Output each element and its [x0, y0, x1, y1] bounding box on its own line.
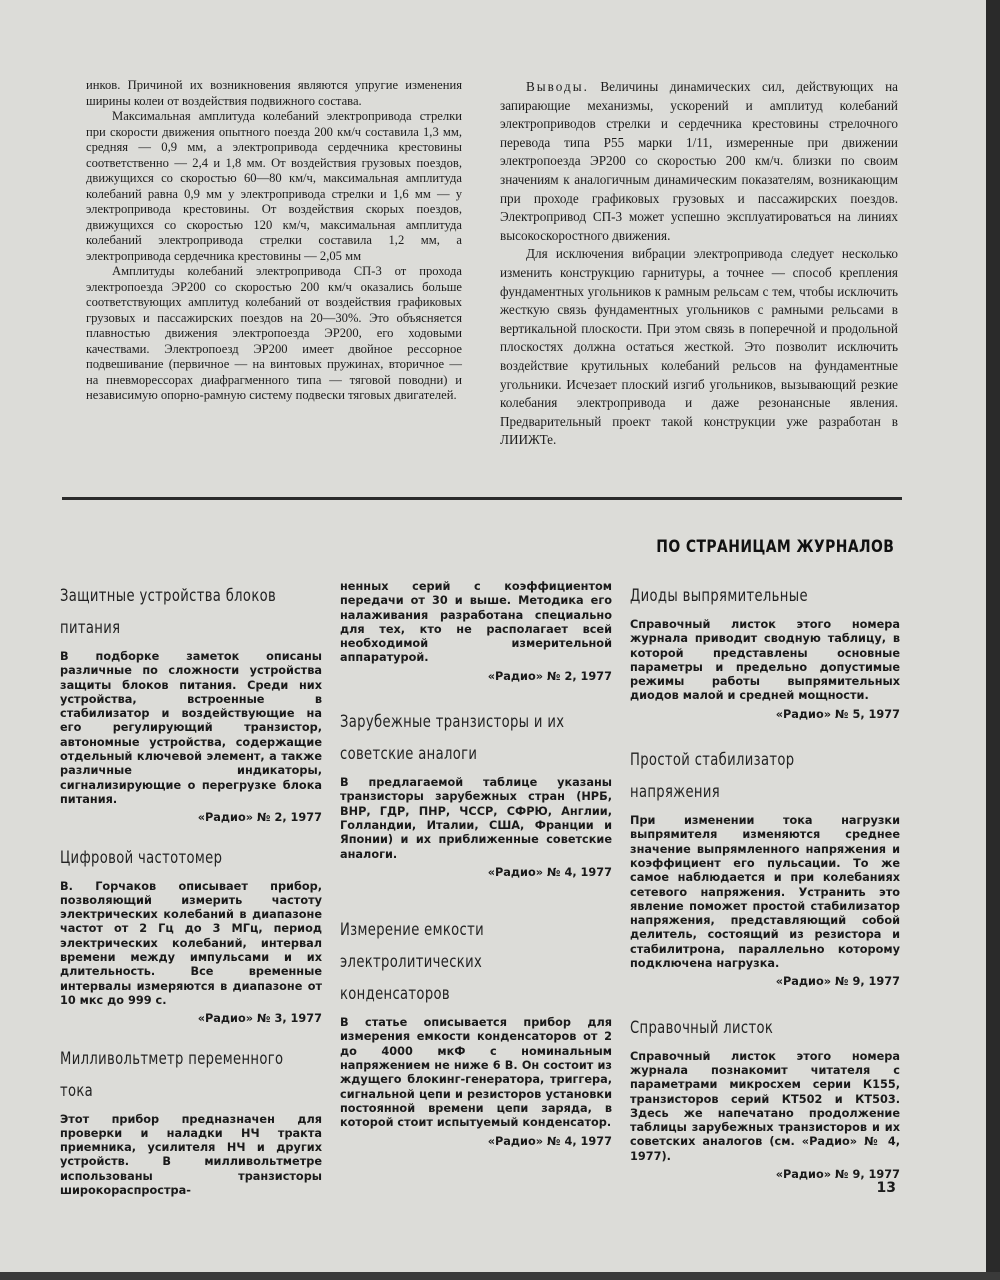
digest-item-title: Измерение емкости электролитических конденсаторов [340, 920, 485, 1005]
digest-item-source: «Радио» № 2, 1977 [197, 811, 322, 825]
digest-item-text: В предлагаемой таблице указаны транзисторы зарубежных стран (НРБ, ВНР, ГДР, ПНР, ЧССР, СФРЮ, Англии, Голландии, Италии, США, Франции и Японии) и их приближенные советские аналоги. [340, 776, 612, 861]
digest-item-text: Этот прибор предназначен для проверки и наладки НЧ тракта приемника, усилителя НЧ и других устройств. В милливольтметре использованы транзисторы широкораспростра- [60, 1112, 322, 1198]
article-conclusions [500, 78, 898, 450]
conclusions-paragraph [500, 78, 898, 245]
digest-item-source: «Радио» № 4, 1977 [487, 865, 612, 879]
digest-item-text: В. Горчаков описывает прибор, позволяющий измерить частоту электрических колебаний в диапазоне частот от 2 Гц до 3 МГц, период электрических колебаний, интервал времени между импульсами и их длительность. Все временные интервалы измеряются в диапазоне от 10 мкс до 999 с. [60, 879, 322, 1007]
digest-item-source: «Радио» № 9, 1977 [775, 1168, 900, 1182]
paragraph: Величины динамических сил, действующих на запирающие механизмы, ускорений и амплитуд колебаний электроприводов стрелки и сердечника крестовины стрелочного перевода типа Р55 марки 1/11, измеренные при движении электропоезда ЭР200 со скоростью 200 км/ч. близки по своим значениям к аналогичным динамическим показателям, возникающим при проходе графиковых грузовых и пассажирских поездов. Электропривод СП-3 может успешно эксплуатироваться на линиях высокоскоростного движения. [500, 79, 899, 243]
digest-item-source: «Радио» № 2, 1977 [487, 669, 612, 683]
digest-item [630, 580, 900, 722]
paragraph: Максимальная амплитуда колебаний электропривода стрелки при скорости движения опытного поезда 200 км/ч составила 1,3 мм, средняя — 0,9 мм, а электропривода сердечника крестовины соответственно — 2,4 и 1,8 мм. От воздействия грузовых поездов, движущихся со скоростью 60—80 км/ч, максимальная амплитуда колебаний равна 0,9 мм у электропривода стрелки и 1,6 мм — у электропривода крестовины. От воздействия скорых поездов, движущихся со скоростью 120 км/ч, максимальная амплитуда колебаний электропривода стрелки составила 1,2 мм, а электропривода сердечника крестовины — 2,05 мм [86, 109, 462, 263]
digest-item-source: «Радио» № 4, 1977 [487, 1134, 612, 1148]
digest-item-title: Справочный листок [630, 1017, 774, 1038]
paragraph: Амплитуды колебаний электропривода СП-3 от прохода электропоезда ЭР200 со скоростью 200 км/ч оказались больше соответствующих амплитуд колебаний от воздействия графиковых грузовых и пассажирских поездов на 20—30%. Это объясняется плавностью движения электропоезда ЭР200, его ходовыми качествами. Электропоезд ЭР200 имеет двойное рессорное подвешивание (первичное — на винтовых пружинах, вторичное — на пневморессорах диафрагменного типа — тяговой поводни) и независимую опорно-рамную систему подвески тяговых двигателей. [86, 264, 462, 402]
digest-item-title: Простой стабилизатор напряжения [630, 750, 795, 803]
digest-item-title: Цифровой частотомер [60, 847, 223, 868]
page-number: 13 [876, 1180, 896, 1196]
digest-item-text: В подборке заметок описаны различные по сложности устройства защиты блоков питания. Среди них устройства, встроенные в стабилизатор и воздействующие на его регулирующий транзистор, автономные устройства, содержащие отдельный ключевой элемент, а также различные индикаторы, сигнализирующие о перегрузке блока питания. [60, 650, 322, 806]
section-divider [62, 497, 902, 500]
digest-item [340, 580, 612, 684]
paragraph: инков. Причиной их возникновения являются упругие изменения ширины колеи от воздействия подвижного состава. [86, 78, 462, 108]
digest-column-3 [630, 580, 900, 1198]
digest-item-text: Справочный листок этого номера журнала приводит сводную таблицу, в которой представлены основные параметры и предельно допустимые режимы работы выпрямительных диодов малой и средней мощности. [630, 618, 900, 703]
digest-column-2 [340, 580, 612, 1165]
digest-item [340, 706, 612, 880]
digest-item-title: Зарубежные транзисторы и их советские аналоги [340, 712, 565, 765]
digest-item-text: ненных серий с коэффициентом передачи от 30 и выше. Методика его налаживания разработана специально для тех, кто не располагает всей необходимой измерительной аппаратурой. [340, 580, 612, 665]
digest-item-source: «Радио» № 3, 1977 [197, 1012, 322, 1026]
digest-item-text: При изменении тока нагрузки выпрямителя изменяются среднее значение выпрямленного напряжения и коэффициент его пульсации. То же самое наблюдается и при колебаниях сетевого напряжения. Устранить это явление поможет простой стабилизатор напряжения, представляющий собой делитель, состоящий из резистора и стабилитрона, параллельно которому подключена нагрузка. [630, 814, 900, 971]
digest-item [60, 1043, 322, 1199]
conclusions-lead: Выводы. [526, 79, 589, 94]
digest-item [630, 744, 900, 990]
digest-item-source: «Радио» № 9, 1977 [775, 975, 900, 989]
digest-item [630, 1012, 900, 1183]
digest-item [340, 914, 612, 1149]
digest-item [60, 842, 322, 1027]
digest-item [60, 580, 322, 826]
section-title: ПО СТРАНИЦАМ ЖУРНАЛОВ [655, 537, 894, 557]
digest-item-text: В статье описывается прибор для измерения емкости конденсаторов от 2 до 4000 мкФ с номинальным напряжением не ниже 6 В. Он состоит из ждущего блокинг-генератора, триггера, сигнальной цепи и резисторов установки постоянной времени цепи заряда, в которой стоит испытуемый конденсатор. [340, 1016, 612, 1130]
paragraph: Для исключения вибрации электропривода следует несколько изменить конструкцию гарнитуры, а точнее — способ крепления фундаментных угольников к рамным рельсам с тем, чтобы исключить жесткую связь фундаментных угольников с рамными рельсами в вертикальной плоскости. При этом связь в поперечной и продольной плоскостях должна остаться жесткой. Это позволит исключить воздействие крутильных колебаний рельсов на фундаментные угольники. Исчезает плоский изгиб угольников, вызывающий резкие колебания электропривода и даже резонансные явления. Предварительный проект такой конструкции уже разработан в ЛИИЖТе. [500, 246, 898, 448]
digest-item-source: «Радио» № 5, 1977 [775, 707, 900, 721]
digest-column-1 [60, 580, 322, 1214]
digest-item-title: Защитные устройства блоков питания [60, 586, 277, 638]
digest-item-title: Милливольтметр переменного тока [60, 1048, 284, 1101]
article-continuation-left [86, 78, 462, 404]
scan-edge [0, 1272, 1000, 1280]
digest-item-title: Диоды выпрямительные [630, 586, 808, 606]
digest-item-text: Справочный листок этого номера журнала познакомит читателя с параметрами микросхем серии К155, транзисторов серий КТ502 и КТ503. Здесь же напечатано продолжение таблицы зарубежных транзисторов и их советских аналогов (см. «Радио» № 4, 1977). [630, 1049, 900, 1163]
scan-edge [986, 0, 1000, 1280]
